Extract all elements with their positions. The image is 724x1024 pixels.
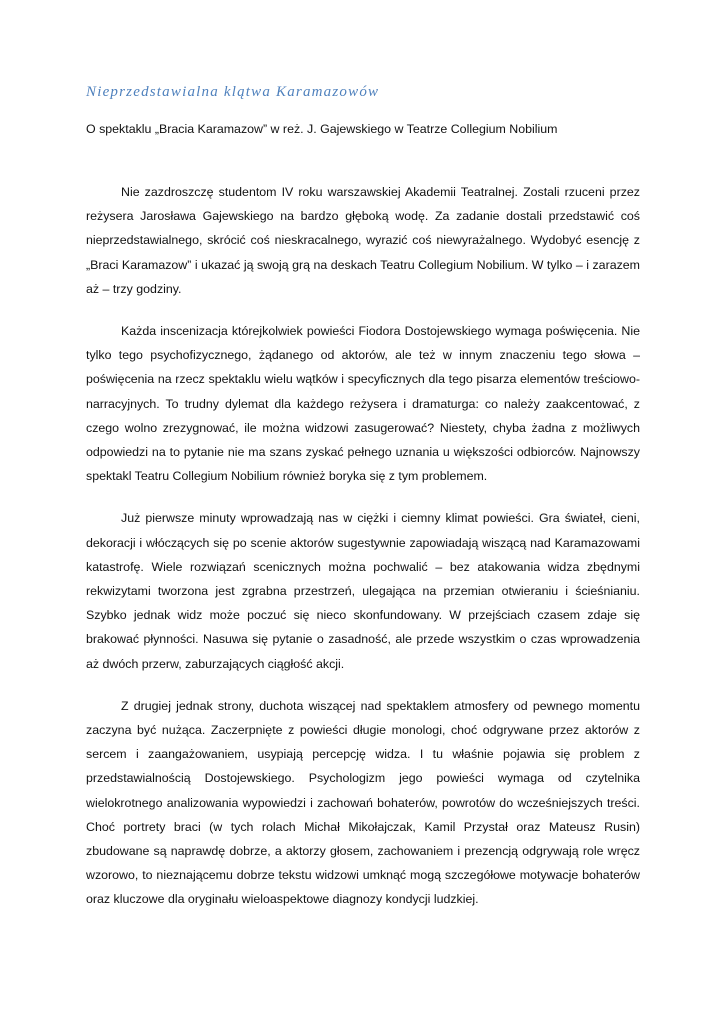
paragraph-3: Już pierwsze minuty wprowadzają nas w ciężki i ciemny klimat powieści. Gra świateł, cieni, dekoracji i włóczących się po scenie aktorów sugestywnie zapowiadają wiszącą nad Karamazowami katastrofę. Wiele rozwiązań scenicznych można pochwalić – bez atakowania widza zbędnymi rekwizytami tworzona jest zgrabna przestrzeń, ulegająca na przemian otwieraniu i ścieśnianiu. Szybko jednak widz może poczuć się nieco skonfundowany. W przejściach czasem zdaje się brakować płynności. Nasuwa się pytanie o zasadność, ale przede wszystkim o czas wprowadzenia aż dwóch przerw, zaburzających ciągłość akcji.	[86, 511, 640, 671]
paragraph-4: Z drugiej jednak strony, duchota wiszącej nad spektaklem atmosfery od pewnego momentu zaczyna być nużąca. Zaczerpnięte z powieści długie monologi, choć odgrywane przez aktorów z sercem i zaangażowaniem, usypiają percepcję widza. I tu właśnie pojawia się problem z przedstawialnością Dostojewskiego. Psychologizm jego powieści wymaga od czytelnika wielokrotnego analizowania wypowiedzi i zachowań bohaterów, powrotów do wcześniejszych treści. Choć portrety braci (w tych rolach Michał Mikołajczak, Kamil Przystał oraz Mateusz Rusin) zbudowane są naprawdę dobrze, a aktorzy głosem, zachowaniem i prezencją odgrywają role wręcz wzorowo, to nieznającemu dobrze tekstu widzowi umknąć mogą szczegółowe motywacje bohaterów oraz kluczowe dla oryginału wieloaspektowe diagnozy kondycji ludzkiej.	[86, 698, 640, 907]
article-subtitle: O spektaklu „Bracia Karamazow” w reż. J. Gajewskiego w Teatrze Collegium Nobilium	[86, 122, 558, 136]
article-title: Nieprzedstawialna klątwa Karamazowów	[86, 84, 380, 100]
article-body	[86, 180, 640, 930]
paragraph-1: Nie zazdroszczę studentom IV roku warszawskiej Akademii Teatralnej. Zostali rzuceni przez reżysera Jarosława Gajewskiego na bardzo głęboką wodę. Za zadanie dostali przedstawić coś nieprzedstawialnego, skrócić coś nieskracalnego, wyrazić coś niewyrażalnego. Wydobyć esencję z „Braci Karamazow” i ukazać ją swoją grą na deskach Teatru Collegium Nobilium. W tylko – i zarazem aż – trzy godziny.	[86, 185, 640, 296]
paragraph-2: Każda inscenizacja którejkolwiek powieści Fiodora Dostojewskiego wymaga poświęcenia. Nie tylko tego psychofizycznego, żądanego od aktorów, ale też w innym znaczeniu tego słowa – poświęcenia na rzecz spektaklu wielu wątków i specyficznych dla tego pisarza elementów treściowo-narracyjnych. To trudny dylemat dla każdego reżysera i dramaturga: co należy zaakcentować, z czego wolno zrezygnować, ile można widzowi zasugerować? Niestety, chyba żadna z możliwych odpowiedzi na to pytanie nie ma szans zyskać pełnego uznania u większości odbiorców. Najnowszy spektakl Teatru Collegium Nobilium również boryka się z tym problemem.	[86, 324, 640, 484]
